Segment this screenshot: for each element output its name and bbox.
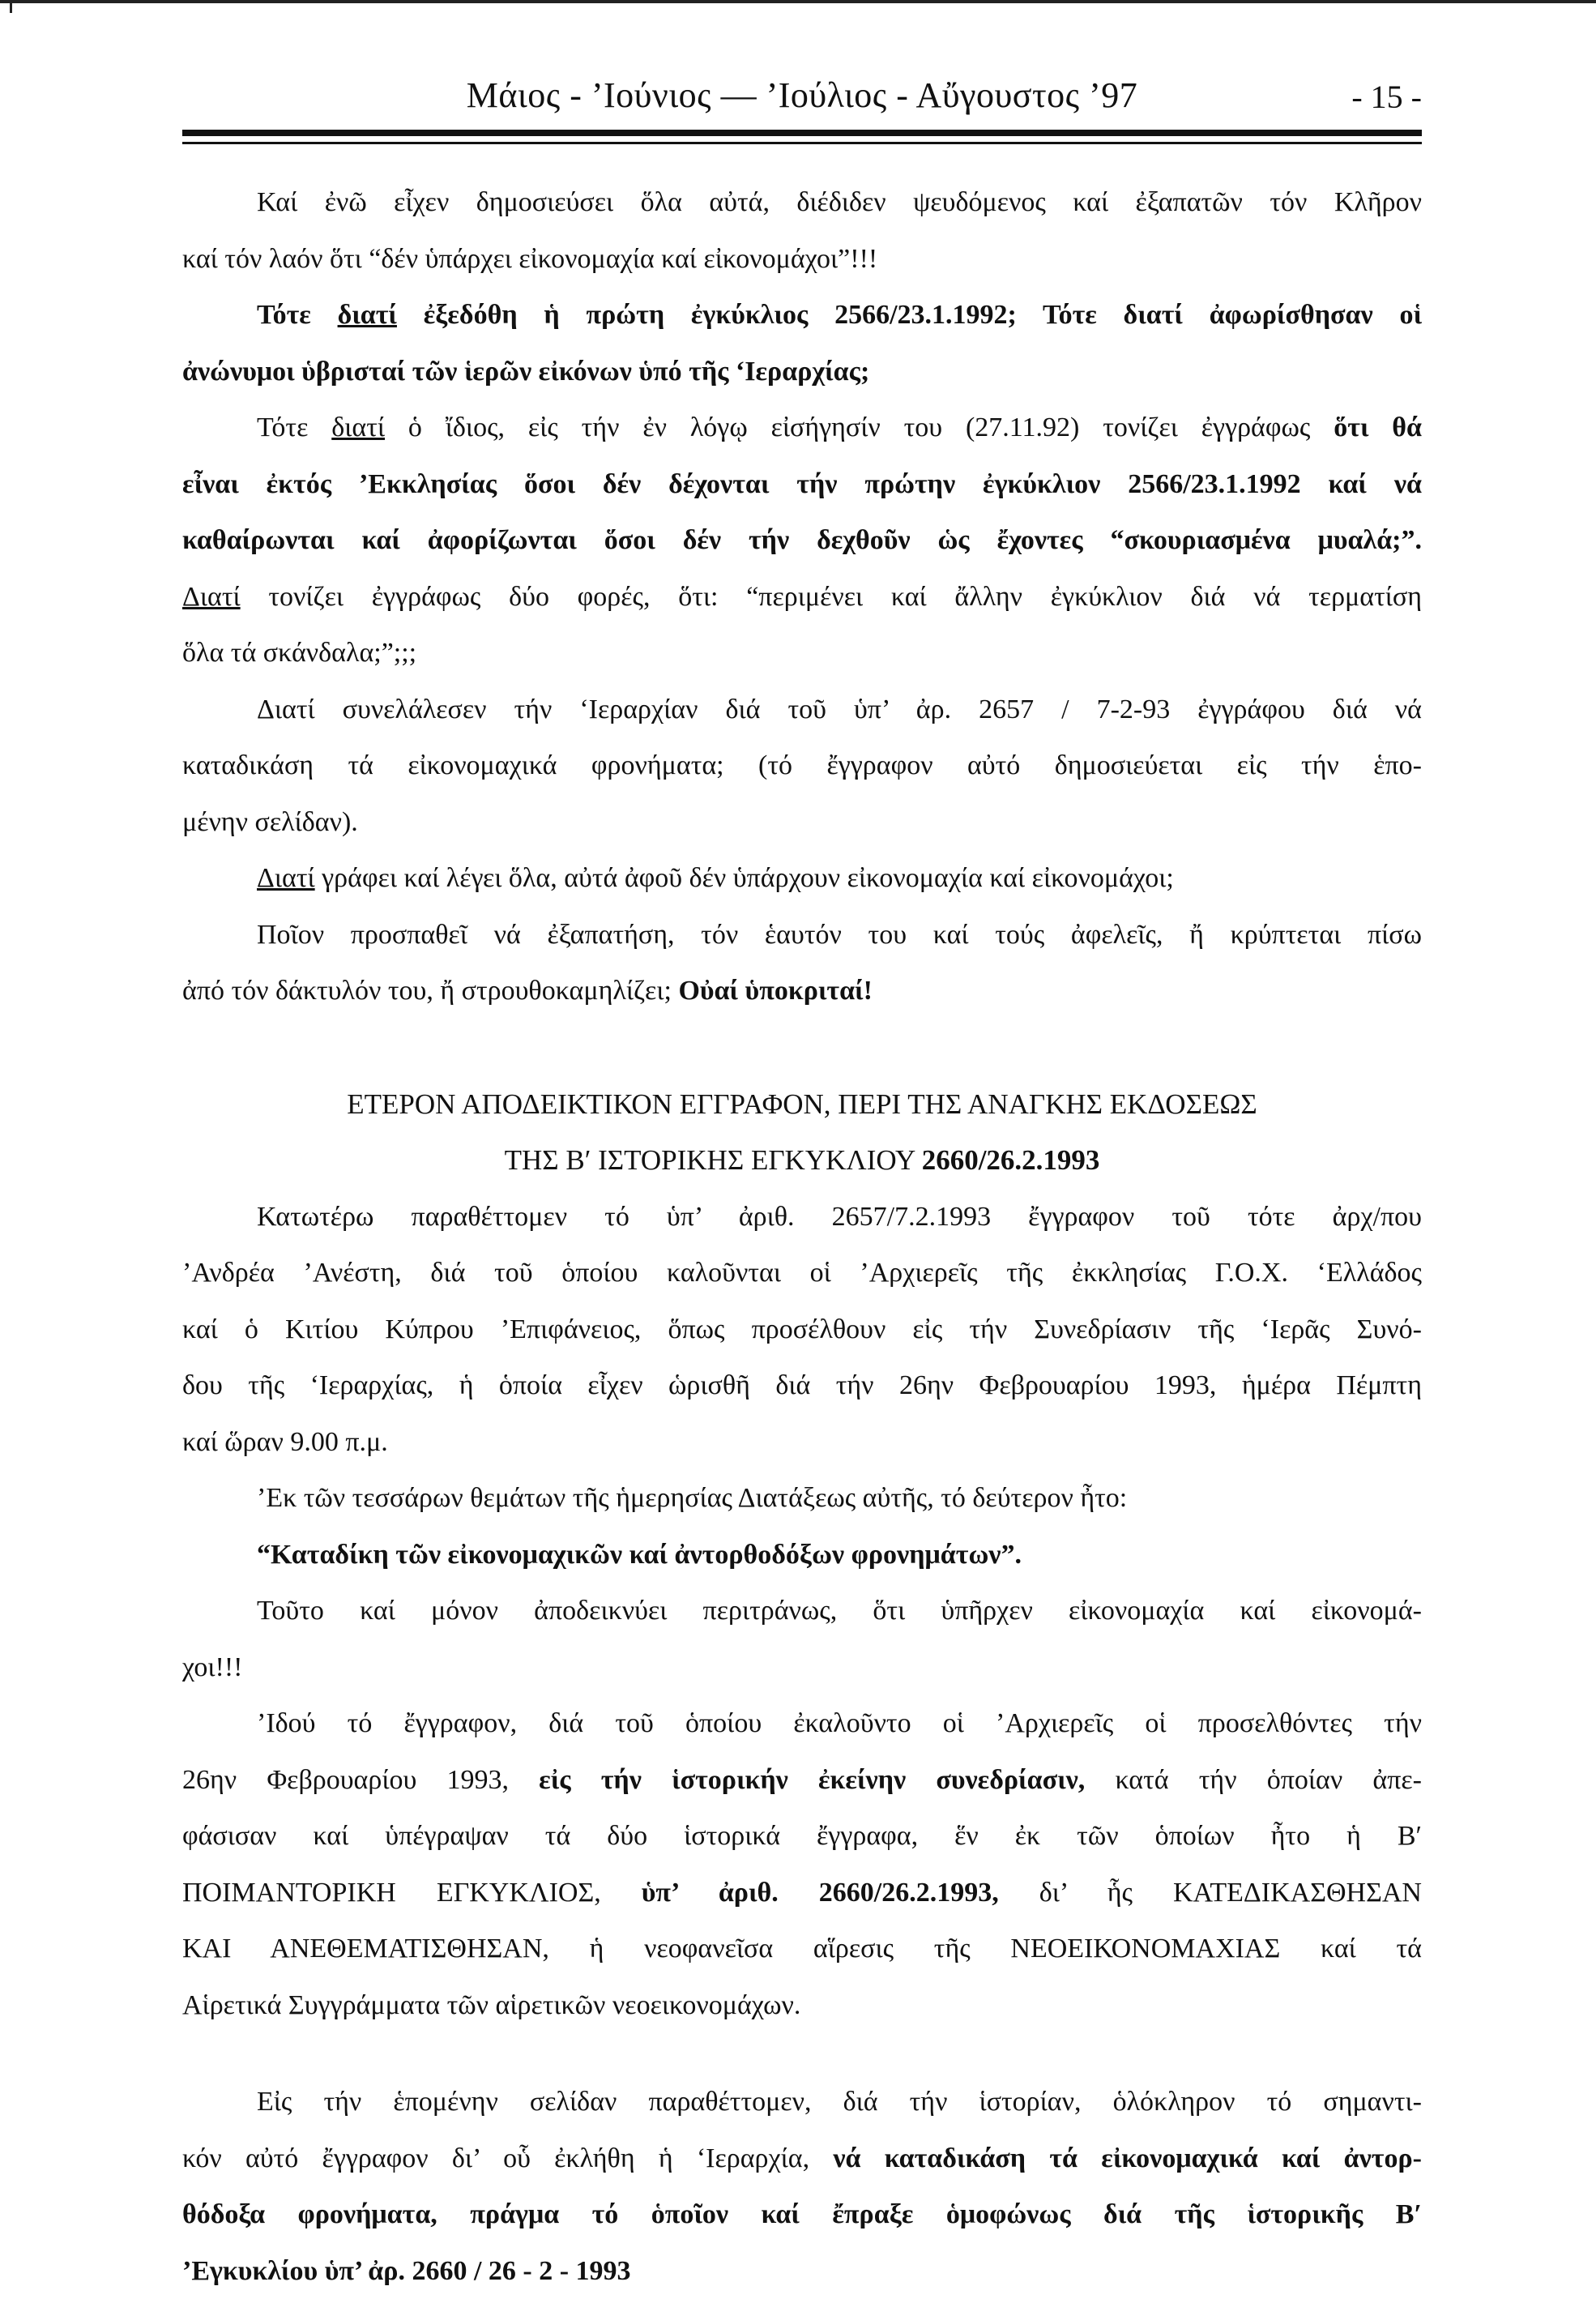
heading-line: ΕΤΕΡΟΝ ΑΠΟΔΕΙΚΤΙΚΟΝ ΕΓΓΡΑΦΟΝ, ΠΕΡΙ ΤΗΣ ΑΝΑΓΚΗΣ ΕΚΔΟΣΕΩΣ [182,1076,1422,1133]
underlined-word: διατί [338,300,397,330]
text-run: κόν αὐτό ἔγγραφον δι’ οὗ ἐκλήθη ἡ ‘Ιεραρχία, [182,2143,833,2173]
text-line: καί ὥραν 9.00 π.μ. [182,1414,1422,1471]
running-header [182,75,1422,123]
text-line: καθαίρωνται καί ἀφορίζωνται ὅσοι δέν τήν δεχθοῦν ὡς ἔχοντες “σκουριασμένα μυαλά;”. [182,512,1422,569]
text-line: ὅλα τά σκάνδαλα;”;;; [182,625,1422,682]
header-rule-thick [182,130,1422,136]
paragraph-10 [182,1695,1422,2033]
paragraph-11 [182,2074,1422,2299]
text-line: ΚΑΙ ΑΝΕΘΕΜΑΤΙΣΘΗΣΑΝ, ἡ νεοφανεῖσα αἵρεσις τῆς ΝΕΟΕΙΚΟΝΟΜΑΧΙΑΣ καί τά [182,1921,1422,1977]
text-line [182,287,1422,344]
paragraph-7 [182,1189,1422,1471]
text-line: ἀνώνυμοι ὑβρισταί τῶν ἱερῶν εἰκόνων ὑπό τῆς ‘Ιεραρχίας; [182,344,1422,400]
text-run: δι’ ἧς ΚΑΤΕΔΙΚΑΣΘΗΣΑΝ [999,1878,1422,1908]
text-run: ΤΗΣ Β′ ΙΣΤΟΡΙΚΗΣ ΕΓΚΥΚΛΙΟΥ [505,1144,922,1176]
text-run: τονίζει ἐγγράφως δύο φορές, ὅτι: “περιμένει καί ἄλλην ἐγκύκλιον διά νά τερματίση [241,582,1422,612]
section-heading [182,1076,1422,1189]
bold-run: Οὐαί ὑποκριταί! [678,976,873,1006]
text-line [182,850,1422,907]
text-line: ’Ιδού τό ἔγγραφον, διά τοῦ ὁποίου ἐκαλοῦντο οἱ ’Αρχιερεῖς οἱ προσελθόντες τήν [182,1695,1422,1752]
header-title: Μάιος - ’Ιούνιος — ’Ιούλιος - Αὔγουστος ’97 [182,75,1422,116]
scan-border [0,0,1596,3]
spacer [182,1019,1422,1076]
text-line [182,1752,1422,1809]
text-run: ὁ ἴδιος, εἰς τήν ἐν λόγῳ εἰσήγησίν του (27.11.92) τονίζει ἐγγράφως [385,412,1334,442]
underlined-word: διατί [331,412,385,442]
text-line: καί ὁ Κιτίου Κύπρου ’Επιφάνειος, ὅπως προσέλθουν εἰς τήν Συνεδρίασιν τῆς ‘Ιερᾶς Συνό- [182,1301,1422,1358]
text-line: Εἰς τήν ἑπομένην σελίδαν παραθέττομεν, διά τήν ἱστορίαν, ὁλόκληρον τό σημαντι- [182,2074,1422,2130]
text-line: δου τῆς ‘Ιεραρχίας, ἡ ὁποία εἶχεν ὡρισθῆ διά τήν 26ην Φεβρουαρίου 1993, ἡμέρα Πέμπτη [182,1357,1422,1414]
text-run: ἀπό τόν δάκτυλόν του, ἤ στρουθοκαμηλίζει; [182,976,678,1006]
text-line: “Καταδίκη τῶν εἰκονομαχικῶν καί ἀντορθοδόξων φρονημάτων”. [182,1527,1422,1583]
text-line: φάσισαν καί ὑπέγραψαν τά δύο ἱστορικά ἔγγραφα, ἕν ἐκ τῶν ὁποίων ἦτο ἡ Β′ [182,1808,1422,1865]
header-rule-thin [182,142,1422,144]
scan-mark [10,0,12,13]
paragraph-3 [182,400,1422,569]
text-line: Ποῖον προσπαθεῖ νά ἐξαπατήση, τόν ἑαυτόν του καί τούς ἀφελεῖς, ἤ κρύπτεται πίσω [182,907,1422,964]
bold-run: ὑπ’ ἀριθ. 2660/26.2.1993, [642,1878,999,1908]
bold-run: ὅτι θά [1334,412,1422,442]
spacer [182,2033,1422,2074]
paragraph-9 [182,1583,1422,1695]
heading-line [182,1132,1422,1189]
underlined-word: Διατί [182,582,241,612]
text-run: ΠΟΙΜΑΝΤΟΡΙΚΗ ΕΓΚΥΚΛΙΟΣ, [182,1878,642,1908]
text-line: ’Εγκυκλίου ὑπ’ ἀρ. 2660 / 26 - 2 - 1993 [182,2243,1422,2299]
text-line [182,963,1422,1019]
document-body [182,174,1422,2299]
text-line: καταδικάση τά εἰκονομαχικά φρονήματα; (τό ἔγγραφον αὐτό δημοσιεύεται εἰς τήν ἑπο- [182,737,1422,794]
bold-run: νά καταδικάση τά εἰκονομαχικά καί ἀντορ- [833,2143,1422,2173]
text-line [182,1865,1422,1921]
paragraph-8 [182,1470,1422,1583]
text-line: Διατί συνελάλεσεν τήν ‘Ιεραρχίαν διά τοῦ ὑπ’ ἀρ. 2657 / 7-2-93 ἐγγράφου διά νά [182,682,1422,738]
text-line [182,569,1422,626]
page-number: - 15 - [1351,78,1422,116]
text-line: θόδοξα φρονήματα, πράγμα τό ὁποῖον καί ἔπραξε ὁμοφώνως διά τῆς ἱστορικῆς Β′ [182,2186,1422,2243]
text-run: κατά τήν ὁποίαν ἀπε- [1085,1765,1422,1795]
text-line: Αἱρετικά Συγγράμματα τῶν αἱρετικῶν νεοεικονομάχων. [182,1977,1422,2034]
paragraph-1 [182,174,1422,287]
text-line: ’Εκ τῶν τεσσάρων θεμάτων τῆς ἡμερησίας Διατάξεως αὐτῆς, τό δεύτερον ἦτο: [182,1470,1422,1527]
bold-run: 2660/26.2.1993 [922,1144,1100,1176]
text-run: Τότε [257,300,338,330]
text-line: μένην σελίδαν). [182,794,1422,851]
text-line: καί τόν λαόν ὅτι “δέν ὑπάρχει εἰκονομαχία καί εἰκονομάχοι”!!! [182,231,1422,288]
text-line [182,400,1422,456]
text-run: ἐξεδόθη ἡ πρώτη ἐγκύκλιος 2566/23.1.1992; Τότε διατί ἀφωρίσθησαν οἱ [397,300,1422,330]
text-line [182,2130,1422,2187]
text-line: Καί ἐνῶ εἶχεν δημοσιεύσει ὅλα αὐτά, διέδιδεν ψευδόμενος καί ἐξαπατῶν τόν Κλῆρον [182,174,1422,231]
text-line: εἶναι ἐκτός ’Εκκλησίας ὅσοι δέν δέχονται τήν πρώτην ἐγκύκλιον 2566/23.1.1992 καί νά [182,456,1422,513]
text-run: 26ην Φεβρουαρίου 1993, [182,1765,539,1795]
text-line: χοι!!! [182,1639,1422,1696]
paragraph-5 [182,682,1422,851]
text-run: Τότε [257,412,331,442]
bold-run: εἰς τήν ἱστορικήν ἐκείνην συνεδρίασιν, [539,1765,1085,1795]
paragraph-4 [182,569,1422,682]
paragraph-6 [182,850,1422,1019]
paragraph-2 [182,287,1422,400]
text-line: Κατωτέρω παραθέττομεν τό ὑπ’ ἀριθ. 2657/7.2.1993 ἔγγραφον τοῦ τότε ἀρχ/που [182,1189,1422,1246]
text-line: ’Ανδρέα ’Ανέστη, διά τοῦ ὁποίου καλοῦνται οἱ ’Αρχιερεῖς τῆς ἐκκλησίας Γ.Ο.Χ. ‘Ελλάδος [182,1245,1422,1301]
text-line: Τοῦτο καί μόνον ἀποδεικνύει περιτράνως, ὅτι ὑπῆρχεν εἰκονομαχία καί εἰκονομά- [182,1583,1422,1639]
underlined-word: Διατί [257,863,315,893]
text-run: γράφει καί λέγει ὅλα, αὐτά ἀφοῦ δέν ὑπάρχουν εἰκονομαχία καί εἰκονομάχοι; [315,863,1174,893]
